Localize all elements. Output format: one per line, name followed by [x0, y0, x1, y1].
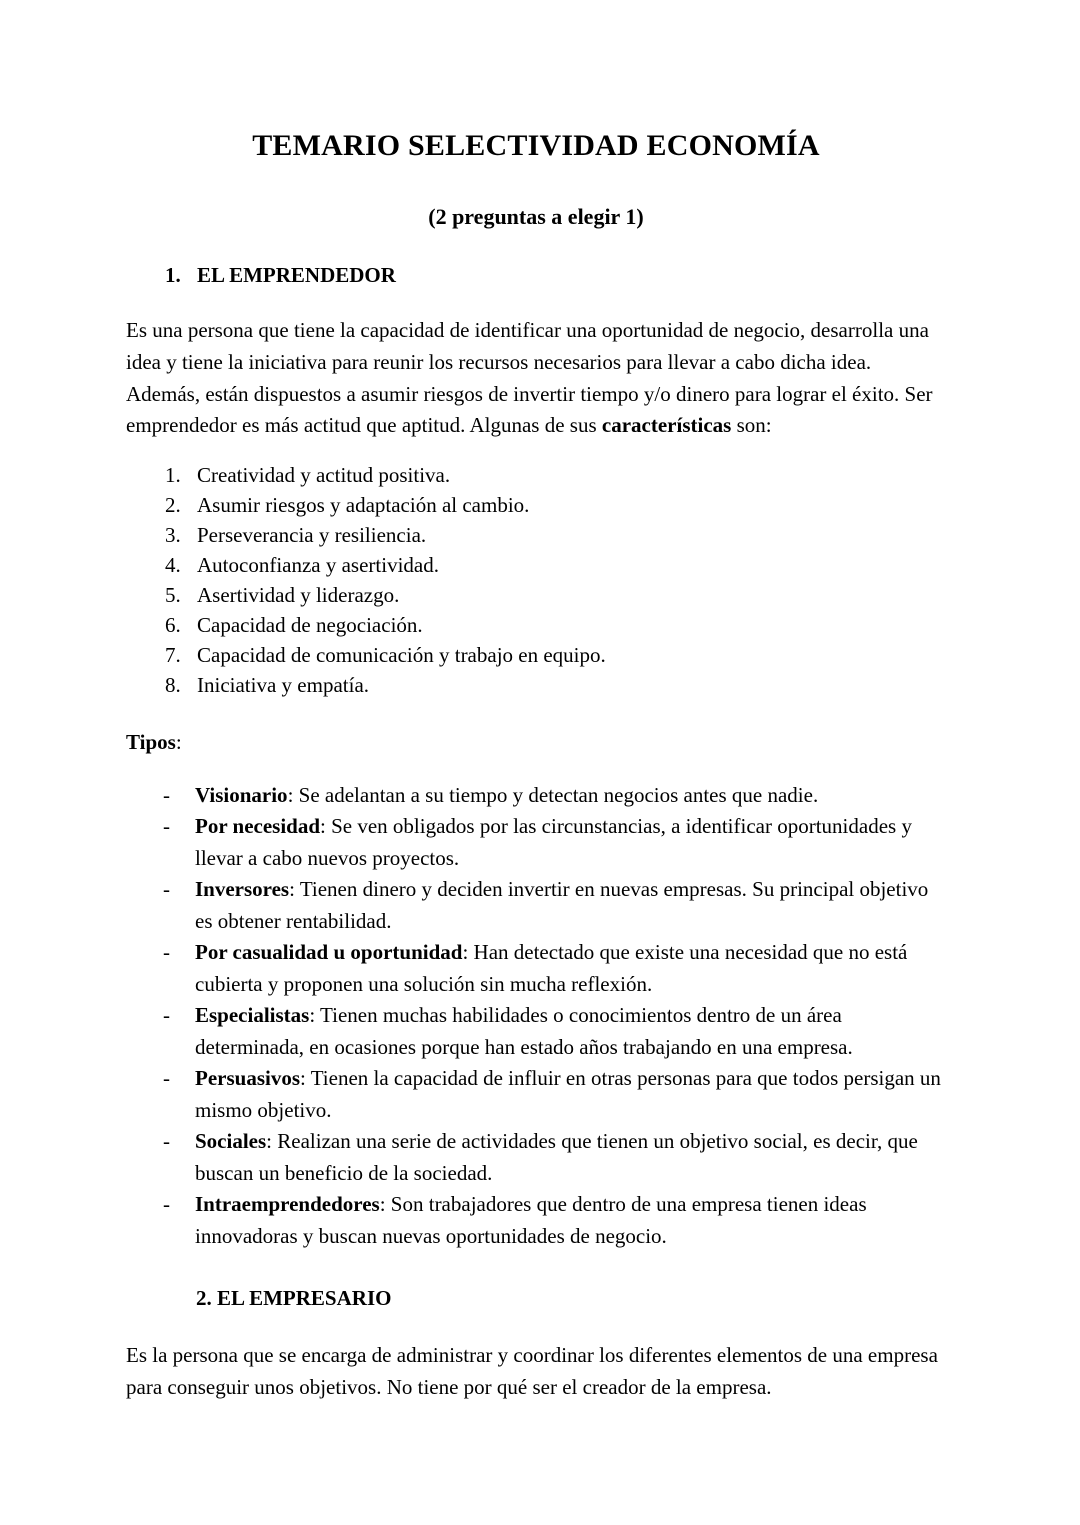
entrepreneur-type-item [126, 874, 946, 937]
characteristic-text: Perseverancia y resiliencia. [197, 523, 427, 548]
section-2-paragraph: Es la persona que se encarga de administrar y coordinar los diferentes elementos de una empresa para conseguir unos objetivos. No tiene por qué ser el creador de la empresa. [126, 1342, 938, 1399]
document-title: TEMARIO SELECTIVIDAD ECONOMÍA [252, 129, 820, 162]
characteristic-item [126, 640, 946, 670]
characteristic-item [126, 490, 946, 520]
characteristic-item [126, 670, 946, 700]
entrepreneur-type-body [195, 1000, 946, 1063]
characteristic-text: Asumir riesgos y adaptación al cambio. [197, 493, 530, 518]
entrepreneur-type-body [195, 1189, 946, 1252]
dash-marker: - [163, 940, 170, 965]
entrepreneur-type-term: Por casualidad u oportunidad [195, 940, 463, 965]
characteristic-item [126, 610, 946, 640]
characteristic-text: Asertividad y liderazgo. [197, 583, 400, 608]
entrepreneur-type-term: Intraemprendedores [195, 1192, 380, 1217]
list-marker: 7. [165, 643, 181, 668]
entrepreneur-types-list [126, 758, 946, 1253]
dash-marker: - [163, 1129, 170, 1154]
entrepreneur-type-body [195, 1063, 946, 1126]
document-subtitle: (2 preguntas a elegir 1) [428, 204, 644, 229]
characteristic-text: Capacidad de negociación. [197, 613, 423, 638]
entrepreneur-type-item [126, 937, 946, 1000]
entrepreneur-type-body [195, 874, 946, 937]
list-marker: 3. [165, 523, 181, 548]
section-2-heading: 2. EL EMPRESARIO [196, 1286, 392, 1311]
dash-marker: - [163, 1192, 170, 1217]
types-label [126, 700, 946, 757]
list-marker: 6. [165, 613, 181, 638]
entrepreneur-type-term: Inversores [195, 877, 290, 902]
entrepreneur-type-description: : Tienen muchas habilidades o conocimientos dentro de un área determinada, en ocasiones porque han estado años trabajando en una empresa. [195, 1003, 853, 1059]
section-1-heading-text: EL EMPRENDEDOR [197, 263, 396, 288]
dash-marker: - [163, 782, 170, 807]
section-1-intro-paragraph [126, 290, 946, 443]
entrepreneur-type-item [126, 1063, 946, 1126]
entrepreneur-type-body [195, 937, 946, 1000]
entrepreneur-type-item [126, 1126, 946, 1189]
entrepreneur-type-item [126, 811, 946, 874]
entrepreneur-type-term: Por necesidad [195, 814, 321, 839]
intro-text-part-1: Es una persona que tiene la capacidad de identificar una oportunidad de negocio, desarrolla una idea y tiene la iniciativa para reunir los recursos necesarios para llevar a cabo dicha idea. Además, están dispuestos a asumir riesgos de invertir tiempo y/o dinero para lograr el éxito. Ser emprendedor es más actitud que aptitud. Algunas de sus [126, 317, 933, 438]
dash-marker: - [163, 814, 170, 839]
entrepreneur-type-description: : Realizan una serie de actividades que tienen un objetivo social, es decir, que buscan un beneficio de la sociedad. [195, 1129, 918, 1185]
types-label-bold: Tipos [126, 730, 176, 755]
entrepreneur-type-item [126, 780, 946, 812]
entrepreneur-type-term: Visionario [195, 782, 288, 807]
list-marker: 2. [165, 493, 181, 518]
entrepreneur-type-description: : Tienen dinero y deciden invertir en nuevas empresas. Su principal objetivo es obtener rentabilidad. [195, 877, 929, 933]
characteristic-text: Creatividad y actitud positiva. [197, 463, 451, 488]
characteristic-item [126, 550, 946, 580]
characteristic-text: Capacidad de comunicación y trabajo en equipo. [197, 643, 606, 668]
entrepreneur-type-item [126, 1000, 946, 1063]
section-1-number: 1. [165, 263, 181, 288]
characteristic-item [126, 580, 946, 610]
characteristic-text: Autoconfianza y asertividad. [197, 553, 439, 578]
entrepreneur-type-item [126, 1189, 946, 1252]
list-marker: 4. [165, 553, 181, 578]
section-1-heading [126, 230, 946, 289]
entrepreneur-type-term: Sociales [195, 1129, 267, 1154]
dash-marker: - [163, 1066, 170, 1091]
entrepreneur-type-description: : Han detectado que existe una necesidad que no está cubierta y proponen una solución sin mucha reflexión. [195, 940, 908, 996]
entrepreneur-type-description: : Tienen la capacidad de influir en otras personas para que todos persigan un mismo objetivo. [195, 1066, 941, 1122]
dash-marker: - [163, 1003, 170, 1028]
characteristics-list [126, 442, 946, 700]
characteristic-item [126, 460, 946, 490]
entrepreneur-type-body [195, 1126, 946, 1189]
entrepreneur-type-description: : Son trabajadores que dentro de una empresa tienen ideas innovadoras y buscan nuevas oportunidades de negocio. [195, 1192, 867, 1248]
list-marker: 1. [165, 463, 181, 488]
entrepreneur-type-body [195, 811, 946, 874]
entrepreneur-type-term: Persuasivos [195, 1066, 300, 1091]
document-content [126, 0, 946, 1403]
characteristic-item [126, 520, 946, 550]
entrepreneur-type-description: : Se ven obligados por las circunstancias, a identificar oportunidades y llevar a cabo nuevos proyectos. [195, 814, 912, 870]
types-label-suffix: : [175, 730, 182, 755]
characteristic-text: Iniciativa y empatía. [197, 673, 370, 698]
entrepreneur-type-term: Especialistas [195, 1003, 310, 1028]
intro-text-part-2: son: [731, 413, 772, 438]
intro-bold-term: características [601, 413, 732, 438]
entrepreneur-type-description: : Se adelantan a su tiempo y detectan negocios antes que nadie. [287, 782, 819, 807]
list-marker: 5. [165, 583, 181, 608]
list-marker: 8. [165, 673, 181, 698]
dash-marker: - [163, 877, 170, 902]
entrepreneur-type-body [195, 780, 946, 812]
